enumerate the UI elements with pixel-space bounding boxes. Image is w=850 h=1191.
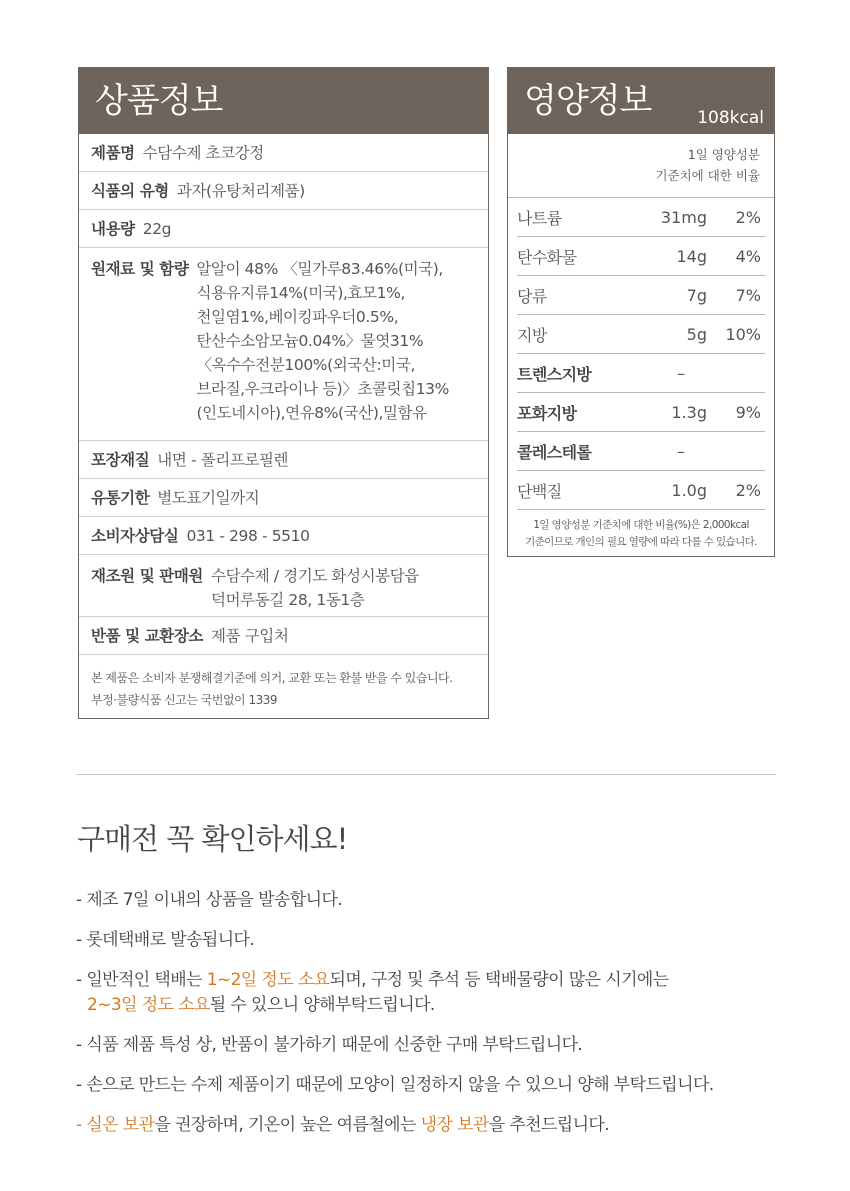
product-row [79,134,488,172]
product-row-label: 포장재질 [91,451,150,469]
nutrition-footnote-line: 기준이므로 개인의 필요 열량에 따라 다를 수 있습니다. [525,536,757,548]
notice-text: 을 추천드립니다. [488,1115,610,1135]
nutrition-row [517,237,765,276]
product-row-value-line: 천일염1%,베이킹파우더0.5%, [196,308,399,326]
nutrient-dash: – [677,363,685,383]
daily-value-header-line: 1일 영양성분 [687,147,760,162]
product-row-value-line: 수담수제 / 경기도 화성시봉담읍 [211,567,419,585]
nutrition-kcal: 108kcal [697,108,764,128]
product-row-label: 내용량 [91,220,135,238]
notice-item [76,1073,796,1098]
product-row-value [211,564,419,616]
notice-highlight: 2~3일 정도 소요 [87,995,210,1015]
nutrient-percent: 9% [735,402,761,422]
product-row [79,555,488,617]
nutrient-name: 단백질 [517,481,562,501]
nutrition-row [517,393,765,432]
nutrition-rows [508,198,774,510]
product-row [79,617,488,655]
product-row-label: 원재료 및 함량 [91,260,189,278]
nutrition-row [517,198,765,237]
nutrient-amount: 14g [676,246,707,266]
nutrient-name: 나트륨 [517,208,562,228]
notice-item [76,1113,796,1138]
product-row-value-line: 수담수제 초코강정 [142,144,264,162]
product-row-label: 유통기한 [91,489,150,507]
product-row-value [177,179,305,209]
nutrition-footnote [508,510,774,551]
product-notice-line: 부정·불량식품 신고는 국번없이 1339 [91,693,277,707]
product-row-value [157,486,259,516]
product-row-value [186,524,309,554]
nutrient-name: 지방 [517,325,547,345]
notice-item [76,1033,796,1058]
product-row-value-line: 22g [142,220,172,238]
product-row-label: 재조원 및 판매원 [91,567,204,585]
nutrient-percent: 10% [725,324,761,344]
nutrition-row [517,315,765,354]
notice-highlight: 1~2일 정도 소요 [206,970,330,990]
nutrition-row [517,354,765,393]
product-row-value [196,257,449,440]
product-row-label: 소비자상담실 [91,527,179,545]
product-row-value-line: 제품 구입처 [211,627,289,645]
product-row-value-line: 031 - 298 - 5510 [186,527,310,545]
product-row-label: 제품명 [91,144,135,162]
notice-item-continuation [76,993,796,1018]
product-row-value-line: 별도표기일까지 [157,489,260,507]
product-row-value [143,217,171,247]
product-row [79,172,488,210]
nutrient-name: 콜레스테롤 [517,442,592,462]
section-divider [76,774,776,775]
product-row-value [211,624,288,654]
nutrition-row [517,276,765,315]
nutrient-name: 포화지방 [517,403,577,423]
notice-item [76,968,796,1018]
product-row [79,441,488,479]
product-row-value-line: (인도네시아),연유8%(국산),밀함유 [196,404,427,422]
nutrition-row [517,432,765,471]
nutrient-name: 탄수화물 [517,247,577,267]
nutrient-amount: 1.0g [671,480,707,500]
product-info-box [78,67,489,719]
nutrient-amount: 7g [686,285,707,305]
product-row-label: 식품의 유형 [91,182,169,200]
daily-value-header [508,134,774,198]
product-row-value-line: 덕머루동길 28, 1동1층 [211,591,365,609]
product-row-label: 반품 및 교환장소 [91,627,204,645]
notice-item [76,928,796,953]
product-row-value-line: 탄산수소암모늄0.04%〉물엿31% [196,332,424,350]
nutrient-percent: 4% [735,246,761,266]
product-info-rows [79,134,488,655]
product-notice [79,655,488,711]
notice-text: - 손으로 만드는 수제 제품이기 때문에 모양이 일정하지 않을 수 있으니 양해 부탁드립니다. [76,1075,714,1095]
product-info-header [79,68,488,134]
notice-title: 구매전 꼭 확인하세요! [77,822,348,856]
notice-text: - 제조 7일 이내의 상품을 발송합니다. [76,890,343,910]
product-row-value-line: 〈옥수수전분100%(외국산:미국, [196,356,415,374]
product-row [79,479,488,517]
nutrition-row [517,471,765,510]
product-info-title: 상품정보 [95,81,223,121]
nutrient-amount: 31mg [660,207,707,227]
nutrient-percent: 2% [735,480,761,500]
notice-item [76,888,796,913]
product-notice-line: 본 제품은 소비자 분쟁해결기준에 의거, 교환 또는 환불 받을 수 있습니다. [91,671,453,685]
nutrition-title: 영양정보 [524,81,652,121]
daily-value-header-line: 기준치에 대한 비율 [655,168,760,183]
notice-text: 을 권장하며, 기온이 높은 여름철에는 [154,1115,421,1135]
nutrient-percent: 7% [735,285,761,305]
product-row [79,517,488,555]
nutrient-dash: – [677,441,685,461]
nutrient-name: 트렌스지방 [517,364,592,384]
nutrition-footnote-line: 1일 영양성분 기준치에 대한 비율(%)은 2,000kcal [533,519,749,531]
notice-highlight: - [76,1115,87,1135]
product-row-value-line: 과자(유탕처리제품) [176,182,305,200]
nutrient-name: 당류 [517,286,547,306]
notice-text: 될 수 있으니 양해부탁드립니다. [209,995,435,1015]
product-row-value-line: 식용유지류14%(미국),효모1%, [196,284,405,302]
notice-highlight: 실온 보관 [86,1115,155,1135]
nutrition-header [508,68,774,134]
notice-text: - 식품 제품 특성 상, 반품이 불가하기 때문에 신중한 구매 부탁드립니다. [76,1035,583,1055]
product-row [79,248,488,441]
notice-text: - 롯데택배로 발송됩니다. [76,930,255,950]
product-row-value [143,141,264,171]
product-row-value-line: 내면 - 폴리프로필렌 [157,451,289,469]
nutrition-info-box [507,67,775,557]
product-row-value-line: 알알이 48% 〈밀가루83.46%(미국), [196,260,443,278]
product-row-value-line: 브라질,우크라이나 등)〉초콜릿칩13% [196,380,449,398]
notice-text: 되며, 구정 및 추석 등 택배물량이 많은 시기에는 [329,970,669,990]
nutrient-percent: 2% [735,207,761,227]
notice-list [76,888,796,1153]
product-row-value [157,448,288,478]
notice-text: - 일반적인 택배는 [76,970,207,990]
product-row [79,210,488,248]
notice-highlight: 냉장 보관 [420,1115,489,1135]
nutrient-amount: 1.3g [671,402,707,422]
nutrient-amount: 5g [686,324,707,344]
